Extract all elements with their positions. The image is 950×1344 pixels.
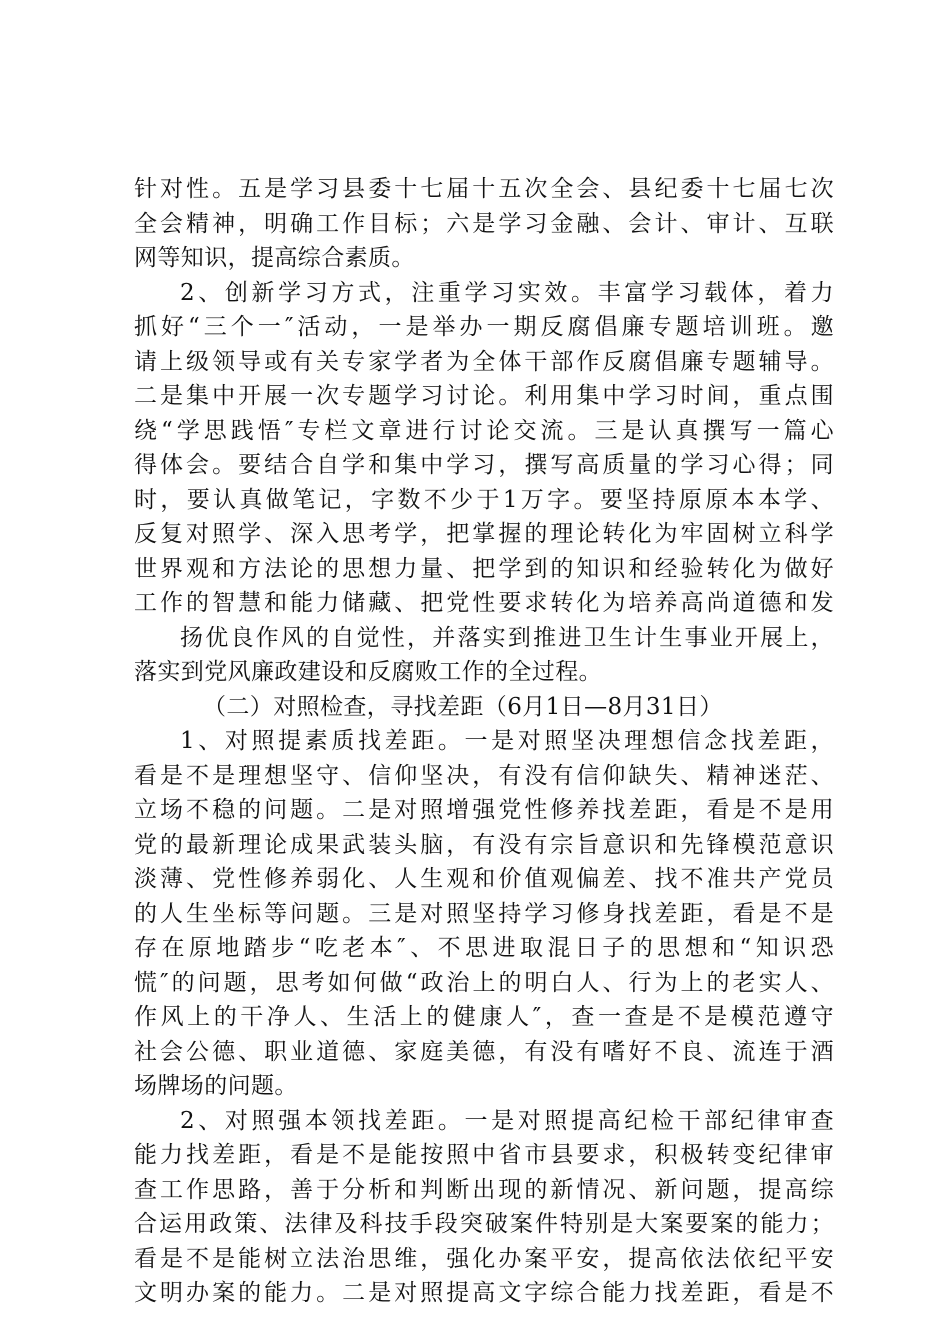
text-line: 作风上的干净人、生活上的健康人″，查一查是不是模范遵守 <box>134 1004 834 1030</box>
text-line: 场牌场的问题。 <box>134 1073 298 1099</box>
text-line: 慌″的问题，思考如何做“政治上的明白人、行为上的老实人、 <box>134 969 834 996</box>
text-line: 立场不稳的问题。二是对照增强党性修养找差距，看是不是用 <box>134 797 834 823</box>
text-line: 网等知识，提高综合素质。 <box>134 245 415 271</box>
text-line: 世界观和方法论的思想力量、把学到的知识和经验转化为做好 <box>134 555 834 582</box>
text-line: 的人生坐标等问题。三是对照坚持学习修身找差距，看是不是 <box>134 900 834 927</box>
text-line: 2、对照强本领找差距。一是对照提高纪检干部纪律审查 <box>180 1107 834 1134</box>
text-line: 全会精神，明确工作目标；六是学习金融、会计、审计、互联 <box>134 210 834 237</box>
text-line: 反复对照学、深入思考学，把掌握的理论转化为牢固树立科学 <box>134 521 834 547</box>
text-line: 针对性。五是学习县委十七届十五次全会、县纪委十七届七次 <box>134 176 834 202</box>
text-line: 查工作思路，善于分析和判断出现的新情况、新问题，提高综 <box>134 1176 834 1203</box>
text-line: 存在原地踏步“吃老本″、不思进取混日子的思想和“知识恐 <box>134 935 834 961</box>
text-line: 抓好“三个一″活动，一是举办一期反腐倡廉专题培训班。邀 <box>134 314 834 340</box>
text-line: 二是集中开展一次专题学习讨论。利用集中学习时间，重点围 <box>134 383 834 409</box>
text-line: 看是不是能树立法治思维，强化办案平安，提高依法依纪平安 <box>134 1245 834 1272</box>
text-line: 得体会。要结合自学和集中学习，撰写高质量的学习心得；同 <box>134 452 834 478</box>
text-line: 2、创新学习方式，注重学习实效。丰富学习载体，着力 <box>180 279 834 306</box>
text-line: 党的最新理论成果武装头脑，有没有宗旨意识和先锋模范意识 <box>134 831 834 858</box>
text-line: 看是不是理想坚守、信仰坚决，有没有信仰缺失、精神迷茫、 <box>134 762 834 789</box>
document-body <box>134 172 834 1311</box>
text-line: 落实到党风廉政建设和反腐败工作的全过程。 <box>134 659 602 685</box>
text-line: 社会公德、职业道德、家庭美德，有没有嗜好不良、流连于酒 <box>134 1038 834 1065</box>
text-line: 文明办案的能力。二是对照提高文字综合能力找差距，看是不 <box>134 1280 834 1306</box>
text-line: （二）对照检查，寻找差距（6月1日—8月31日） <box>203 693 723 720</box>
text-line: 淡薄、党性修养弱化、人生观和价值观偏差、找不准共产党员 <box>134 866 834 892</box>
text-line: 能力找差距，看是不是能按照中省市县要求，积极转变纪律审 <box>134 1142 834 1168</box>
text-line: 扬优良作风的自觉性，并落实到推进卫生计生事业开展上， <box>180 624 834 651</box>
text-line: 合运用政策、法律及科技手段突破案件特别是大案要案的能力； <box>134 1211 834 1237</box>
text-line: 时，要认真做笔记，字数不少于1万字。要坚持原原本本学、 <box>134 486 834 513</box>
text-line: 绕“学思践悟″专栏文章进行讨论交流。三是认真撰写一篇心 <box>134 417 834 444</box>
text-line: 工作的智慧和能力储藏、把党性要求转化为培养高尚道德和发 <box>134 590 834 616</box>
text-line: 1、对照提素质找差距。一是对照坚决理想信念找差距， <box>180 728 834 754</box>
text-line: 请上级领导或有关专家学者为全体干部作反腐倡廉专题辅导。 <box>134 348 834 375</box>
